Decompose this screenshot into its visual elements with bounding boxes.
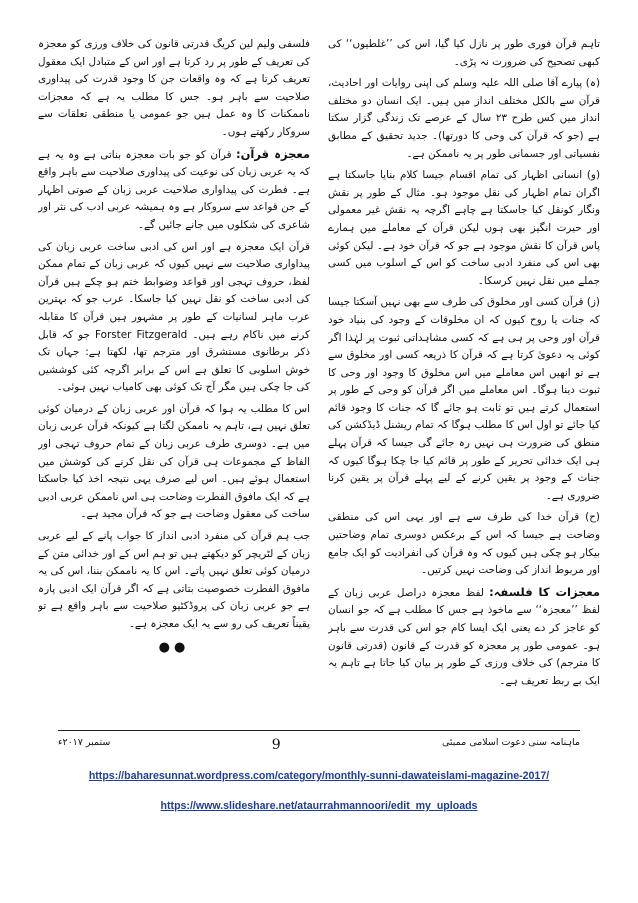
section-heading-quran-miracle: معجزہ قرآن: <box>236 146 310 161</box>
section-text: قرآن کو جو بات معجزہ بناتی ہے وہ یہ ہے کہ یہ عربی زبان کی نوعیت کی پیداوری صلاحیت سے باہر واقع ہے۔ فطرت کی پیداواری صلاحیت عربی زبان کے صوتی اظہار کے جن قواعد سے سروکار ہے وہ ہمیشہ عربی ادب کی نثر اور شاعری کی شکلوں میں جانے جائیں گے۔ <box>38 148 310 231</box>
section-heading-philosophy: معجزات کا فلسفہ: <box>489 584 600 599</box>
source-links <box>0 770 638 830</box>
right-column <box>328 36 600 726</box>
issue-date: ستمبر ۲۰۱۷ء <box>58 737 111 748</box>
paragraph: (ہ) پیارے آقا صلی اللہ علیہ وسلم کی اپنی روایات اور احادیث، قرآن سے بالکل مختلف انداز میں ہیں۔ ایک انسان دو مختلف انداز میں کس طرح ۲۳ سال کے عرصے تک زندگی گزار سکتا ہے (جو کہ قرآن کی وحی کا دورتھا)۔ جدید تحقیق کے مطابق نفسیاتی اور جسمانی طور پر یہ ناممکن ہے۔ <box>328 77 600 160</box>
paragraph: قرآن ایک معجزہ ہے اور اس کی ادبی ساخت عربی زبان کی پیداواری صلاحیت سے نہیں کیوں کہ عربی زبان کے تمام ممکن لفظ، حروف تہجی اور قواعد وضوابط ختم ہو چکے ہیں قرآن کی ادبی ساخت کو نقل نہیں کیا جاسکا۔ عرب جو کہ بہترین عرب ماہر لسانیات کے طور پر مشہور ہیں قرآن کا مقابلہ کرنے میں ناکام رہے ہیں۔ Forster Fitzgerald جو کہ قابل ذکر برطانوی مستشرق اور مترجم تھا، لکھتا ہے: جہاں تک خوش اسلوبی کا تعلق ہے اس کے برابر اگرچہ کئی کوششیں کی جا چکی ہیں مگر آج تک کوئی بھی کامیاب نہیں ہوئی۔ <box>38 240 310 394</box>
text-columns <box>38 36 600 726</box>
left-column <box>38 36 310 726</box>
end-mark: ●● <box>158 639 190 655</box>
paragraph: (و) انسانی اظہار کی تمام اقسام جیسا کلام بنایا جاسکتا ہے اگران تمام اظہار کی نقل موجود ہو۔ مثال کے طور پر نقش ونگار کونقل کیا جاسکتا ہے چاہے اگرچہ یہ نقش غیر معمولی اور حیرت انگیز بھی ہوں لیکن قرآن کے معاملے میں ہمارے پاس قرآن کا نقش موجود ہے جو کہ قرآن خود ہے۔ لیکن کوئی بھی اس کی منفرد ادبی ساخت کو اس کے اسلوب میں کسی جملے میں نقل نہیں کرسکا۔ <box>328 169 600 287</box>
slideshare-link[interactable]: https://www.slideshare.net/ataurrahmannoori/edit_my_uploads <box>160 800 478 812</box>
section-paragraph <box>328 584 600 691</box>
page-footer <box>58 730 580 757</box>
page-number: 9 <box>271 737 281 753</box>
paragraph: (ز) قرآن کسی اور مخلوق کی طرف سے بھی نہیں آسکتا جیسا کہ جنات یا روح کیوں کہ ان مخلوقات کے وجود کی بنیاد خود قرآن اور وحی پر ہی ہے کہ کسی مشاہداتی ثبوت پر لہٰذا اگر کوئی یہ دعویٰ کرتا ہے کہ قرآن کا ذریعہ کسی اور مخلوق سے ہے تو انھیں اس معاملے میں اس مخلوق کا وجود اور وحی کا ثبوت دینا ہوگا۔ اس معاملے میں اگر قرآن کو وحی کے طور پر استعمال کرتے ہیں تو ثابت ہو جائے گا کہ جنات کا وجود قائم کیا جائے تو اول اس کا مطلب ہوگا کہ تمام ریشنل ڈیڈکشن کی منطق کی ضرورت ہی نہیں رہ جائے گی جیسا کہ قرآن پہلے ہی ایک خدائی تحریر کے طور پر قائم کیا جا چکا ہوگا کیوں کہ جنات کے وجود پر یقین کرنے کے لیے پہلے قرآن پر یقین کرنا ضروری ہے۔ <box>328 296 600 502</box>
section-text: لفظ معجزہ دراصل عربی زبان کے لفظ ’’معجزہ‘‘ سے ماخوذ ہے جس کا مطلب ہے کہ جو انسان کو عاجز کر دے یعنی ایک ایسا کام جو اس کی قدرت سے باہر ہو۔ عمومی طور پر معجزہ کو قدرت کے قانون (قدرتی قانون کا مترجم) کی خلاف ورزی کے طور پر بیان کیا جاتا ہے تاہم یہ ایک بے ربط تعریف ہے۔ <box>328 586 600 687</box>
magazine-name: ماہنامہ سنی دعوت اسلامی ممبئی <box>441 737 580 748</box>
paragraph: فلسفی ولیم لین کریگ قدرتی قانون کی خلاف ورزی کو معجزہ کی تعریف کے طور پر رد کرتا ہے اور اس کے متبادل ایک معقول تعریف کرتا ہے کہ وہ واقعات جن کا وجود قدرت کی پیداوری صلاحیت سے باہر ہو۔ جس کا مطلب یہ ہے کہ معجزات ناممکنات کا وہ عمل ہیں جو عمومی یا منطقی تعلقات سے سروکار رکھتے ہوں۔ <box>38 38 310 138</box>
paragraph: (ح) قرآن خدا کی طرف سے ہے اور یہی اس کی منطقی وضاحت ہے جیسا کہ اس کے برعکس دوسری تمام وضاحتیں بیکار ہو چکی ہیں کیوں کہ وہ قرآن کی انفرادیت کو ایک جامع اور مربوط انداز کی وضاحت نہیں کرتیں۔ <box>328 511 600 577</box>
paragraph: اس کا مطلب یہ ہوا کہ قرآن اور عربی زبان کے درمیان کوئی تعلق نہیں ہے، تاہم یہ ناممکن لگتا ہے کیونکہ قرآن عربی زبان میں ہے۔ دوسری طرف عربی زبان کے تمام حروف تہجی اور الفاظ کے مجموعات ہی قرآن کی نقل کرنے کی کوشش میں استعمال ہوئے ہیں۔ اس لیے صرف یہی نتیجہ اخذ کیا جاسکتا ہے کہ ایک مافوق الفطرت وضاحت ہی اس ناممکن عربی ادبی ساخت کی معقول وضاحت ہے جو کہ قرآن مجید ہے۔ <box>38 402 310 521</box>
paragraph: جب ہم قرآن کی منفرد ادبی انداز کا جواب پانے کے لیے عربی زبان کے لٹریچر کو دیکھتے ہیں تو ہم اس کے اور خدائی متن کے درمیان کوئی تعلق نہیں پاتے۔ اس کا یہ ناممکن بننا، اس کی یہ مافوق الفطرت خصوصیت بتاتی ہے کہ اگر قرآن ایک ادبی پارہ ہے جو عربی زبان کی پروڈکٹیو صلاحیت سے باہر واقع ہے تو یقیناً تعریف کی رو سے یہ ایک معجزہ ہے۔ <box>38 530 310 630</box>
section-paragraph <box>38 146 310 235</box>
paragraph: تاہم قرآن فوری طور پر نازل کیا گیا، اس کی ’’غلطیوں‘‘ کی کبھی تصحیح کی ضرورت نہ پڑی۔ <box>328 38 600 68</box>
wordpress-link[interactable]: https://baharesunnat.wordpress.com/category/monthly-sunni-dawateislami-magazine-2017/ <box>88 770 550 782</box>
